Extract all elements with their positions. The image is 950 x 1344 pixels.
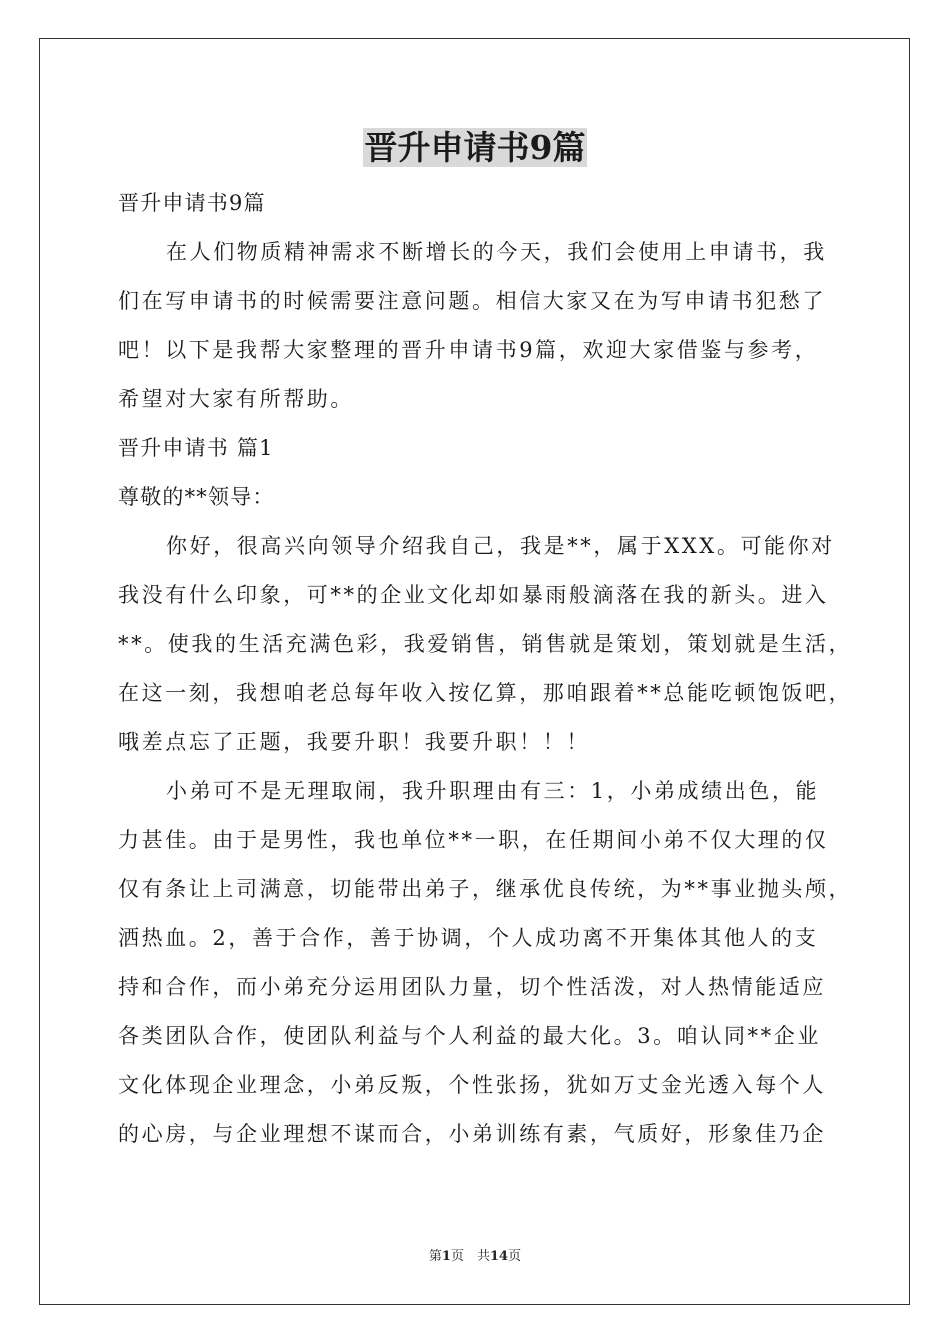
text-line: 晋升申请书 篇1 [118, 436, 274, 460]
text-line: 在人们物质精神需求不断增长的今天，我们会使用上申请书，我 [166, 240, 827, 264]
page-current: 1 [441, 1249, 451, 1264]
text-line: 各类团队合作，使团队利益与个人利益的最大化。3。咱认同**企业 [118, 1024, 821, 1048]
text-line: 尊敬的**领导： [118, 485, 275, 509]
page-suffix: 页 [508, 1249, 522, 1264]
text-line: 希望对大家有所帮助。 [118, 387, 354, 411]
document-body [118, 179, 853, 1159]
text-line: 们在写申请书的时候需要注意问题。相信大家又在为写申请书犯愁了 [118, 289, 826, 313]
text-line: 哦差点忘了正题，我要升职！我要升职！！！ [118, 730, 590, 754]
text-line: 小弟可不是无理取闹，我升职理由有三：1，小弟成绩出色，能 [166, 779, 820, 803]
page-prefix: 第 [428, 1249, 442, 1264]
text-line: 你好，很高兴向领导介绍我自己，我是**，属于XXX。可能你对 [166, 534, 835, 558]
text-line: **。使我的生活充满色彩，我爱销售，销售就是策划，策划就是生活， [118, 632, 853, 656]
text-line: 吧！以下是我帮大家整理的晋升申请书9篇，欢迎大家借鉴与参考， [118, 338, 819, 362]
document-title [0, 126, 950, 170]
text-line: 持和合作，而小弟充分运用团队力量，切个性活泼，对人热情能适应 [118, 975, 826, 999]
text-line: 我没有什么印象，可**的企业文化却如暴雨般滴落在我的新头。进入 [118, 583, 829, 607]
text-line: 在这一刻，我想咱老总每年收入按亿算，那咱跟着**总能吃顿饱饭吧， [118, 681, 853, 705]
text-line: 洒热血。2，善于合作，善于协调，个人成功离不开集体其他人的支 [118, 926, 819, 950]
page-mid: 页 共 [450, 1249, 490, 1264]
page-total: 14 [489, 1249, 509, 1264]
text-line: 晋升申请书9篇 [118, 191, 266, 215]
text-line: 文化体现企业理念，小弟反叛，个性张扬，犹如万丈金光透入每个人 [118, 1073, 826, 1097]
page-footer [0, 1247, 950, 1267]
text-line: 仅有条让上司满意，切能带出弟子，继承优良传统，为**事业抛头颅， [118, 877, 853, 901]
document-title-text: 晋升申请书9篇 [364, 128, 586, 167]
text-line: 的心房，与企业理想不谋而合，小弟训练有素，气质好，形象佳乃企 [118, 1122, 826, 1146]
text-line: 力甚佳。由于是男性，我也单位**一职，在任期间小弟不仅大理的仅 [118, 828, 829, 852]
